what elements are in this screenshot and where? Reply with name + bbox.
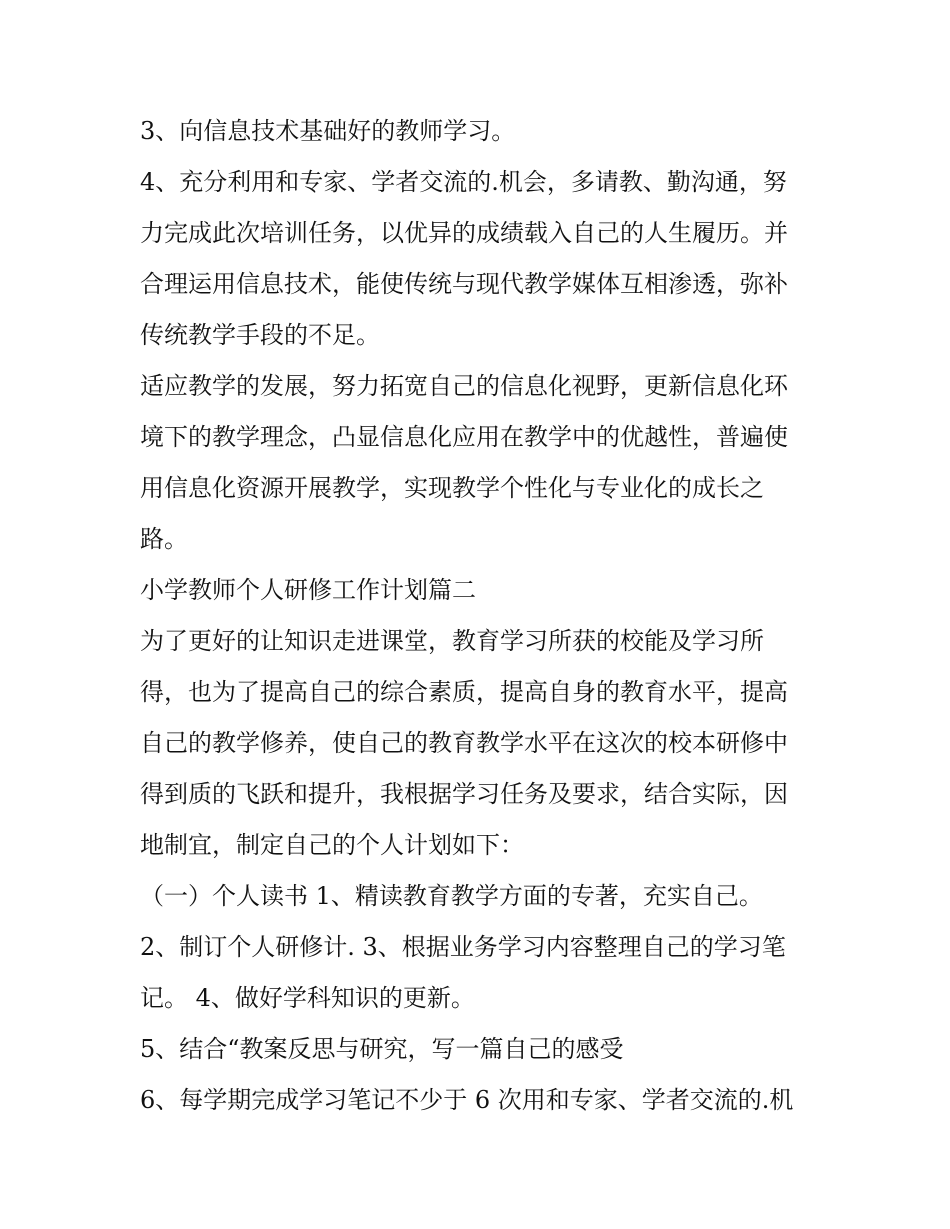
text-line: 境下的教学理念，凸显信息化应用在教学中的优越性，普遍使	[140, 423, 788, 451]
text-line: 传统教学手段的不足。	[140, 321, 380, 349]
text-line: 得到质的飞跃和提升，我根据学习任务及要求，结合实际，因	[140, 780, 788, 808]
text-line: 5、结合“教案反思与研究，写一篇自己的感受	[140, 1035, 624, 1063]
text-line: 用信息化资源开展教学，实现教学个性化与专业化的成长之	[140, 474, 764, 502]
text-line: 为了更好的让知识走进课堂，教育学习所获的校能及学习所	[140, 627, 764, 655]
text-line: 路。	[140, 525, 188, 553]
text-line: 4、充分利用和专家、学者交流的.机会，多请教、勤沟通，努	[140, 168, 787, 196]
text-line: 得，也为了提高自己的综合素质，提高自身的教育水平，提高	[140, 678, 788, 706]
text-line: 记。 4、做好学科知识的更新。	[140, 984, 475, 1012]
section-heading: 小学教师个人研修工作计划篇二	[140, 576, 476, 604]
text-line: 力完成此次培训任务，以优异的成绩载入自己的人生履历。并	[140, 219, 788, 247]
text-line: 自己的教学修养，使自己的教育教学水平在这次的校本研修中	[140, 729, 788, 757]
text-line: 合理运用信息技术，能使传统与现代教学媒体互相渗透，弥补	[140, 270, 788, 298]
text-line: 地制宜，制定自己的个人计划如下：	[140, 831, 524, 859]
text-line: （一）个人读书 1、精读教育教学方面的专著，充实自己。	[140, 882, 763, 910]
text-line: 3、向信息技术基础好的教师学习。	[140, 117, 516, 145]
document-body	[140, 106, 820, 1126]
text-line: 适应教学的发展，努力拓宽自己的信息化视野，更新信息化环	[140, 372, 788, 400]
text-line: 2、制订个人研修计. 3、根据业务学习内容整理自己的学习笔	[140, 933, 786, 961]
text-line: 6、每学期完成学习笔记不少于 6 次用和专家、学者交流的.机	[140, 1086, 794, 1114]
